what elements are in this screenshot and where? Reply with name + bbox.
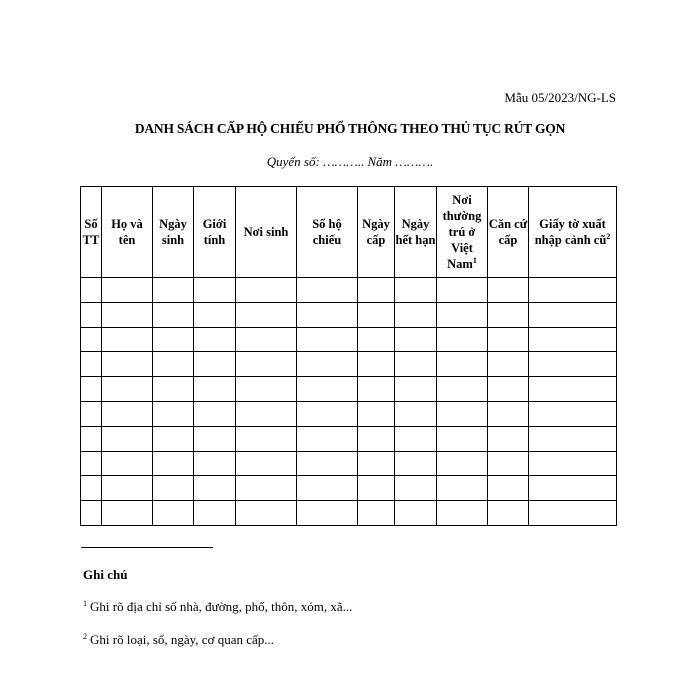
table-cell [153,327,194,352]
table-row [81,451,617,476]
table-cell [395,327,437,352]
table-cell [153,426,194,451]
table-cell [395,302,437,327]
table-cell [81,302,102,327]
table-cell [437,501,488,526]
table-cell [297,401,358,426]
table-row [81,476,617,501]
table-cell [102,377,153,402]
table-cell [437,426,488,451]
table-cell [236,302,297,327]
table-cell [358,401,395,426]
table-cell [236,426,297,451]
table-cell [529,451,617,476]
table-cell [297,501,358,526]
table-cell [358,352,395,377]
column-header-issue-date: Ngày cấp [358,187,395,278]
table-cell [194,501,236,526]
column-header-birth-date: Ngày sinh [153,187,194,278]
table-cell [358,476,395,501]
table-body [81,278,617,526]
table-cell [395,278,437,303]
table-header-row [81,187,617,278]
table-cell [102,302,153,327]
table-cell [488,451,529,476]
table-cell [529,476,617,501]
table-cell [529,401,617,426]
table-cell [81,352,102,377]
table-row [81,327,617,352]
table-cell [153,451,194,476]
table-cell [102,451,153,476]
table-cell [297,377,358,402]
table-cell [395,476,437,501]
table-cell [488,352,529,377]
footnote-1: $^1$ Ghi rõ địa chỉ số nhà, đường, phố, thôn, xóm, xã... [83,598,353,614]
table-cell [153,302,194,327]
table-row [81,501,617,526]
table-cell [488,476,529,501]
document-title: DANH SÁCH CẤP HỘ CHIẾU PHỔ THÔNG THEO THỦ TỤC RÚT GỌN [134,121,566,136]
table-cell [395,426,437,451]
table-cell [236,327,297,352]
table-cell [297,278,358,303]
table-cell [236,476,297,501]
table-cell [81,327,102,352]
table-cell [395,377,437,402]
table-cell [437,327,488,352]
table-cell [488,327,529,352]
table-cell [395,451,437,476]
table-cell [488,278,529,303]
table-cell [153,501,194,526]
column-header-old-travel-documents: Giấy tờ xuất nhập cảnh $cũ^2$ [529,187,617,278]
table-cell [194,302,236,327]
column-header-order-number: Số TT [81,187,102,278]
table-cell [529,327,617,352]
table-cell [81,451,102,476]
table-cell [488,401,529,426]
table-cell [358,327,395,352]
table-cell [81,501,102,526]
table-cell [529,426,617,451]
table-cell [102,501,153,526]
table-cell [529,278,617,303]
table-cell [236,451,297,476]
column-header-full-name: Họ và tên [102,187,153,278]
table-cell [81,377,102,402]
table-cell [488,377,529,402]
table-cell [437,278,488,303]
column-header-passport-number: Số hộ chiếu [297,187,358,278]
table-cell [437,377,488,402]
table-cell [194,377,236,402]
table-cell [358,426,395,451]
table-cell [153,476,194,501]
passport-issuance-table [80,186,617,526]
table-cell [81,401,102,426]
table-cell [102,327,153,352]
form-code: Mẫu 05/2023/NG-LS [504,90,616,105]
book-year-line: Quyển số: ……….. Năm ………. [266,154,434,169]
column-header-issuance-basis: Căn cứ cấp [488,187,529,278]
column-header-expiry-date: Ngày hết hạn [395,187,437,278]
table-cell [102,352,153,377]
table-cell [236,501,297,526]
footnote-2: $^2$ Ghi rõ loại, số, ngày, cơ quan cấp... [83,631,275,647]
table-cell [194,401,236,426]
table-cell [236,401,297,426]
table-cell [437,302,488,327]
table-row [81,426,617,451]
table-cell [488,426,529,451]
table-cell [529,302,617,327]
table-cell [297,426,358,451]
table-cell [194,451,236,476]
table-cell [358,377,395,402]
table-cell [297,352,358,377]
table-cell [153,401,194,426]
table-cell [153,352,194,377]
table-cell [437,352,488,377]
table-cell [194,426,236,451]
table-cell [236,278,297,303]
footnote-divider [81,547,213,548]
table-cell [437,476,488,501]
table-cell [153,278,194,303]
column-header-permanent-residence: Nơi thường trú ở Việt Nam$^1$ [437,187,488,278]
table-cell [529,352,617,377]
table-cell [488,501,529,526]
table-cell [488,302,529,327]
table-cell [529,377,617,402]
table-row [81,352,617,377]
table-cell [102,476,153,501]
table-cell [236,352,297,377]
table-row [81,401,617,426]
table-cell [102,278,153,303]
table-cell [194,327,236,352]
notes-title: Ghi chú [83,567,128,582]
table-cell [102,401,153,426]
table-cell [102,426,153,451]
table-cell [395,352,437,377]
table-row [81,302,617,327]
table-cell [194,352,236,377]
column-header-birth-place: Nơi sinh [236,187,297,278]
table-cell [236,377,297,402]
table-cell [153,377,194,402]
table-cell [81,278,102,303]
table-cell [81,426,102,451]
table-cell [529,501,617,526]
table-cell [297,327,358,352]
column-header-gender: Giới tính [194,187,236,278]
table-cell [358,501,395,526]
table-cell [437,451,488,476]
table-cell [358,278,395,303]
table-cell [297,476,358,501]
table-cell [395,401,437,426]
table-cell [358,302,395,327]
table-cell [395,501,437,526]
table-row [81,278,617,303]
table-cell [81,476,102,501]
table-cell [297,302,358,327]
table-cell [437,401,488,426]
table-row [81,377,617,402]
table-cell [358,451,395,476]
table-cell [194,278,236,303]
table-cell [297,451,358,476]
table-cell [194,476,236,501]
